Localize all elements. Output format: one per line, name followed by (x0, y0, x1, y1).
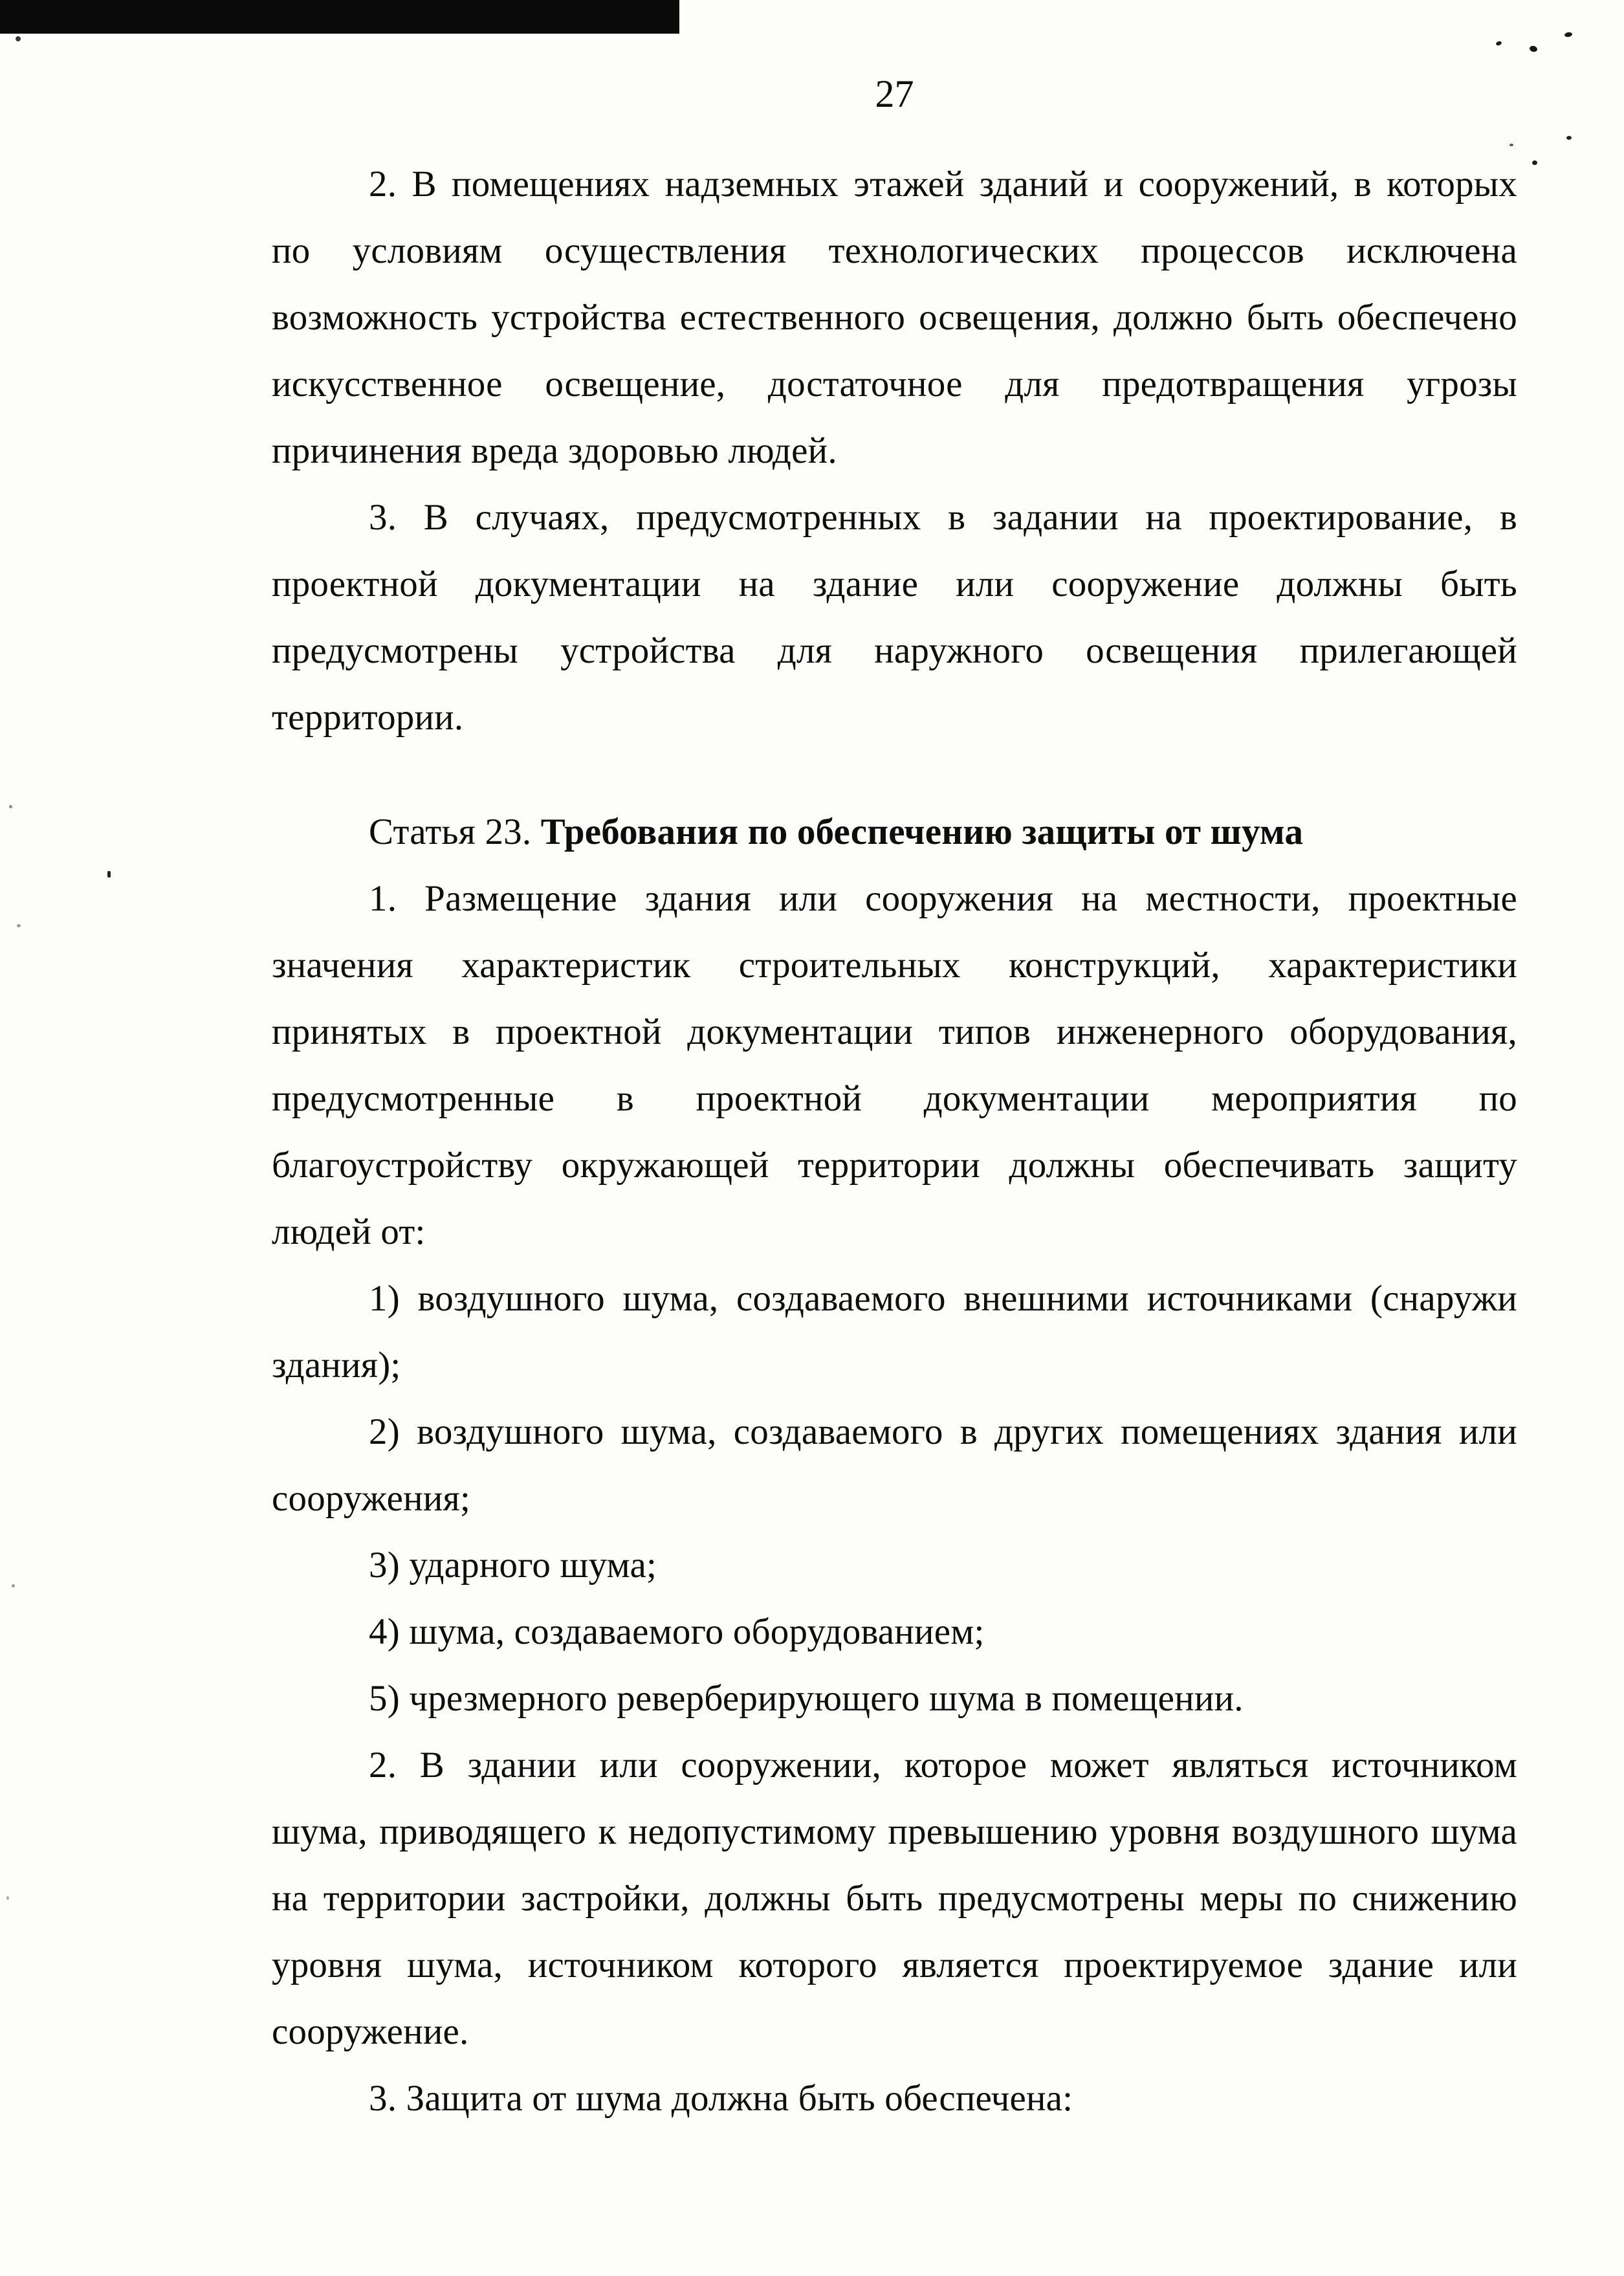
scan-speck (1495, 41, 1502, 47)
list-item-line: 4) шума, создаваемого оборудованием; (369, 1611, 985, 1652)
text-line: значения характеристик строительных конструкций, характеристики (272, 945, 1517, 986)
text-line: возможность устройства естественного освещения, должно быть обеспечено (272, 297, 1517, 338)
text-line: проектной документации на здание или сооружение должны быть (272, 564, 1517, 604)
text-line: 3. В случаях, предусмотренных в задании на проектирование, в (369, 497, 1517, 538)
scan-speck (17, 924, 21, 927)
scan-speck (1566, 136, 1572, 140)
scan-speck (6, 1896, 9, 1900)
text-line: 1. Размещение здания или сооружения на местности, проектные (369, 878, 1517, 919)
list-item-line: 5) чрезмерного реверберирующего шума в помещении. (369, 1678, 1244, 1719)
list-item-line: 3) ударного шума; (369, 1545, 657, 1585)
text-line: уровня шума, источником которого является проектируемое здание или (272, 1945, 1517, 1985)
scan-speck (1532, 160, 1537, 165)
text-line: 3. Защита от шума должна быть обеспечена: (369, 2078, 1073, 2119)
list-item-line: сооружения; (272, 1478, 470, 1519)
list-item-line: здания); (272, 1345, 401, 1386)
document-body (272, 151, 1517, 2132)
scan-speck (12, 1584, 15, 1587)
text-line: сооружение. (272, 2011, 469, 2052)
text-line: по условиям осуществления технологических процессов исключена (272, 230, 1517, 271)
scan-speck (1529, 45, 1538, 53)
text-line: благоустройству окружающей территории должны обеспечивать защиту (272, 1145, 1517, 1186)
scan-artifact-band (0, 0, 679, 34)
scan-speck (107, 871, 111, 878)
scan-speck (9, 805, 12, 808)
text-line: территории. (272, 697, 464, 738)
text-line: 2. В помещениях надземных этажей зданий и сооружений, в которых (369, 164, 1517, 204)
scan-speck (16, 36, 21, 41)
text-line: искусственное освещение, достаточное для предотвращения угрозы (272, 364, 1517, 404)
text-line: 2. В здании или сооружении, которое может являться источником (369, 1745, 1517, 1785)
article-title: Требования по обеспечению защиты от шума (540, 812, 1304, 852)
text-line: людей от: (272, 1211, 426, 1252)
article-heading (272, 799, 1517, 865)
page-number: 27 (875, 72, 914, 115)
text-line: предусмотрены устройства для наружного освещения прилегающей (272, 630, 1517, 671)
scan-speck (1509, 144, 1513, 146)
text-line: принятых в проектной документации типов инженерного оборудования, (272, 1011, 1517, 1052)
text-line: шума, приводящего к недопустимому превышению уровня воздушного шума (272, 1811, 1517, 1852)
list-item-line: 1) воздушного шума, создаваемого внешними источниками (снаружи (369, 1278, 1517, 1319)
list-item-line: 2) воздушного шума, создаваемого в других помещениях здания или (369, 1411, 1517, 1452)
scan-speck (1564, 32, 1572, 38)
text-line: причинения вреда здоровью людей. (272, 430, 837, 471)
article-number: Статья 23. (369, 812, 532, 852)
text-line: предусмотренные в проектной документации мероприятия по (272, 1078, 1517, 1119)
text-line: на территории застройки, должны быть предусмотрены меры по снижению (272, 1878, 1517, 1919)
